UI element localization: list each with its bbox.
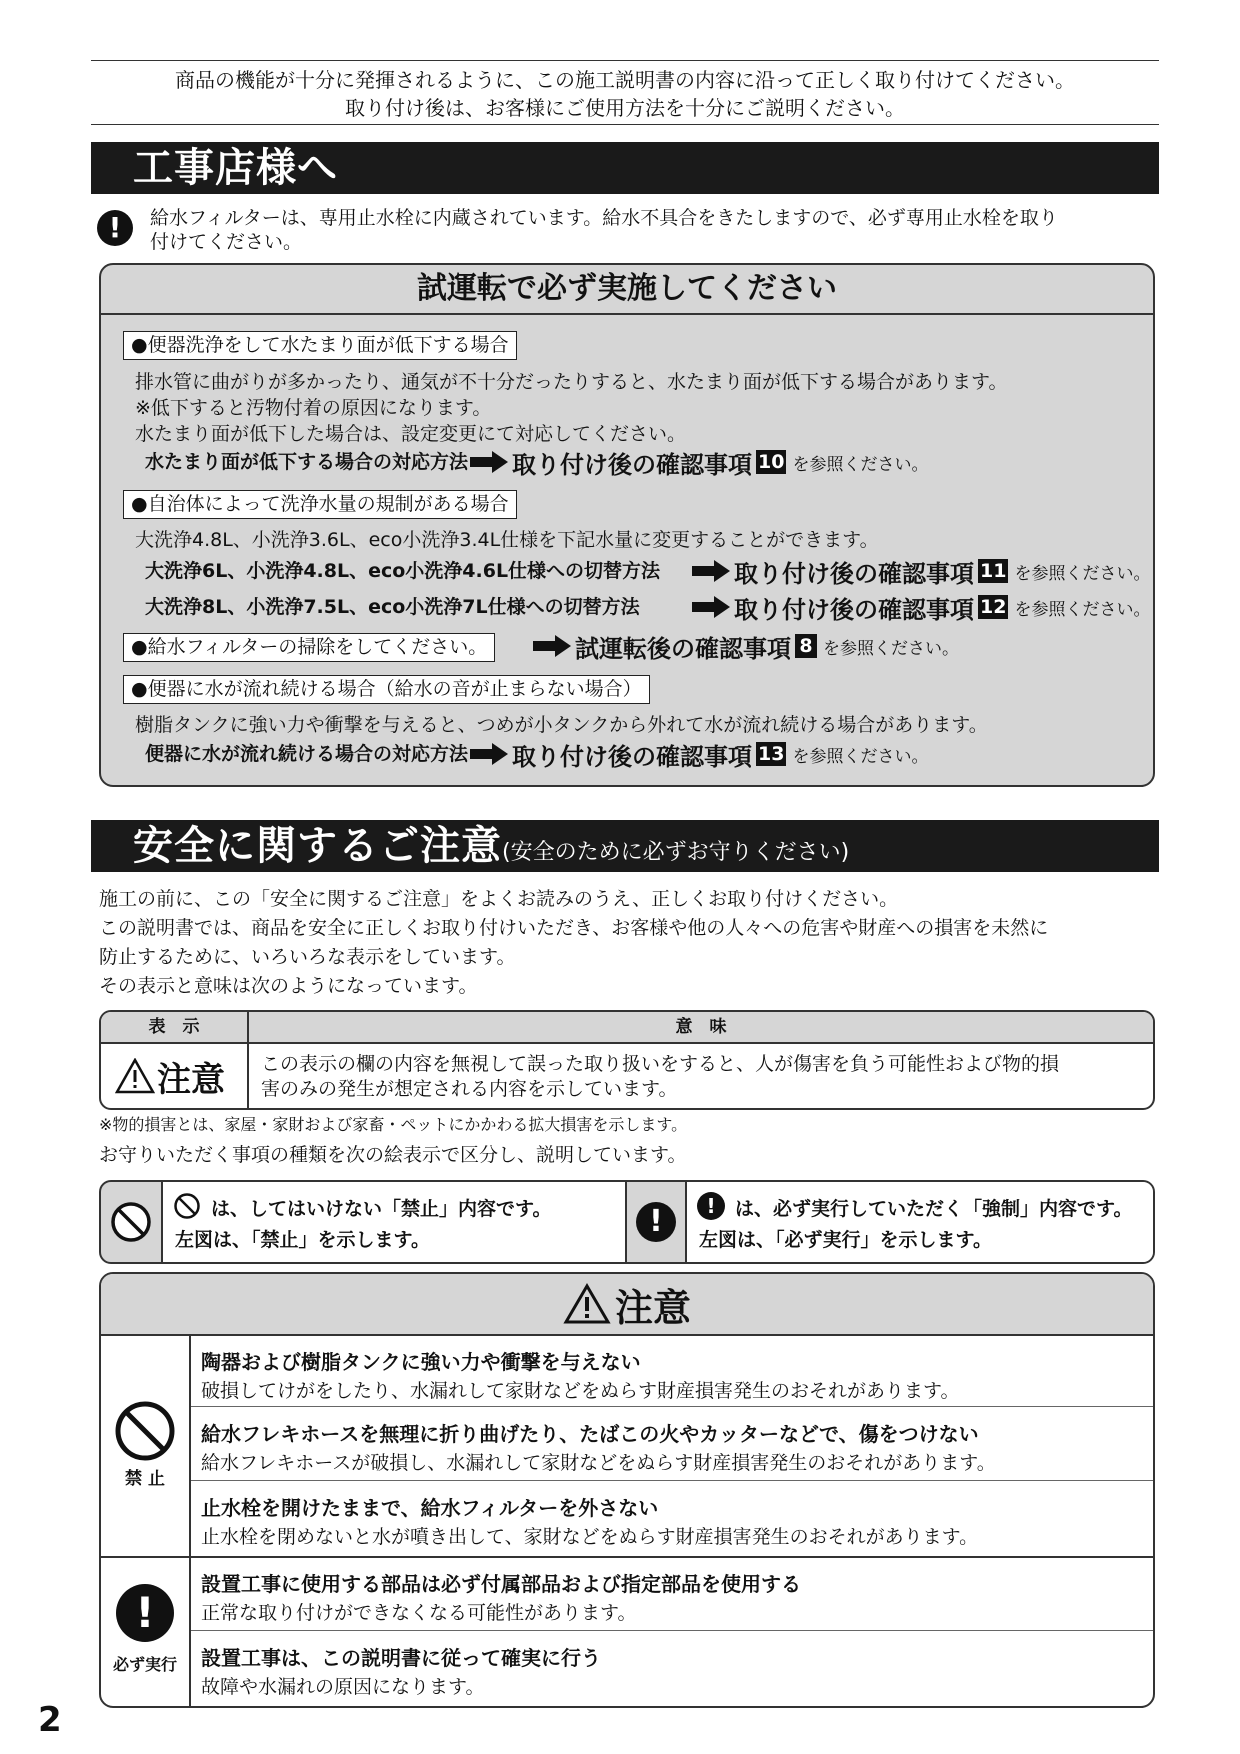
- divider: [191, 1630, 1153, 1631]
- pictogram-legend: [99, 1180, 1155, 1264]
- block4-ref-target: 取り付け後の確認事項: [512, 742, 753, 771]
- section-header-contractor: [91, 142, 1159, 194]
- block1-ref-suffix: を参照ください。: [792, 454, 929, 475]
- tag-water-regulation: ●自治体によって洗浄水量の規制がある場合: [123, 490, 517, 519]
- tag-continuous-flow: ●便器に水が流れ続ける場合（給水の音が止まらない場合）: [123, 675, 650, 704]
- prohibit-label: 禁 止: [125, 1469, 165, 1489]
- caution-header: [101, 1274, 1153, 1336]
- block2-reference-1: [145, 556, 1150, 586]
- block2-r1-label: 大洗浄6L、小洗浄4.8L、eco小洗浄4.6L仕様への切替方法: [145, 560, 661, 582]
- caution-item-body: 給水フレキホースが破損し、水漏れして家財などをぬらす財産損害発生のおそれがあります。: [201, 1452, 996, 1474]
- block2-r1-target: 取り付け後の確認事項: [734, 559, 974, 588]
- meaning-desc-2: 害のみの発生が想定される内容を示しています。: [261, 1078, 678, 1100]
- caution-item-title: 設置工事は、この説明書に従って確実に行う: [201, 1646, 601, 1670]
- block4-ref-number: 13: [758, 743, 785, 765]
- top-rule: [91, 60, 1159, 61]
- block4-reference: [145, 739, 928, 769]
- divider: [625, 1182, 627, 1262]
- block2-r2-target: 取り付け後の確認事項: [734, 595, 974, 624]
- col-header-meaning: 意 味: [675, 1017, 727, 1037]
- caution-item-title: 陶器および樹脂タンクに強い力や衝撃を与えない: [201, 1350, 641, 1374]
- block1-line-2: ※低下すると汚物付着の原因になります。: [135, 397, 492, 419]
- intro-line-1: 商品の機能が十分に発揮されるように、この施工説明書の内容に沿って正しく取り付けてください。: [175, 68, 1075, 92]
- block1-line-1: 排水管に曲がりが多かったり、通気が不十分だったりすると、水たまり面が低下する場合があります。: [135, 371, 1008, 393]
- mandatory-desc-1: は、必ず実行していただく「強制」内容です。: [735, 1198, 1133, 1220]
- page-number: 2: [38, 1700, 62, 1740]
- mandatory-label: 必ず実行: [112, 1655, 177, 1674]
- block2-reference-2: [145, 592, 1150, 622]
- block3-reference: [531, 631, 959, 661]
- mandatory-icon: !: [636, 1202, 676, 1242]
- section-header-safety: [91, 820, 1159, 872]
- trial-run-box: [99, 263, 1155, 787]
- exclamation-icon: !: [97, 210, 133, 246]
- block2-r2-label: 大洗浄8L、小洗浄7.5L、eco小洗浄7L仕様への切替方法: [145, 596, 640, 618]
- block1-ref-label: 水たまり面が低下する場合の対応方法: [145, 451, 469, 473]
- block4-ref-label: 便器に水が流れ続ける場合の対応方法: [145, 743, 469, 765]
- prohibited-icon: [114, 1400, 176, 1462]
- notice-line-1: 給水フィルターは、専用止水栓に内蔵されています。給水不具合をきたしますので、必ず専用止水栓を取り: [150, 207, 1058, 229]
- classify-text: お守りいただく事項の種類を次の絵表示で区分し、説明しています。: [99, 1144, 687, 1166]
- meaning-desc-1: この表示の欄の内容を無視して誤った取り扱いをすると、人が傷害を負う可能性および物的損: [261, 1053, 1060, 1075]
- block2-r1-suffix: を参照ください。: [1014, 563, 1151, 584]
- caution-item-title: 止水栓を開けたままで、給水フィルターを外さない: [201, 1496, 659, 1520]
- caution-box: [99, 1272, 1155, 1708]
- intro-rule: [91, 124, 1159, 125]
- tag-water-level-drop: ●便器洗浄をして水たまり面が低下する場合: [123, 331, 517, 360]
- safety-title: 安全に関するご注意: [133, 823, 502, 869]
- arrow-right-icon: [692, 560, 732, 582]
- caution-item-body: 破損してけがをしたり、水漏れして家財などをぬらす財産損害発生のおそれがあります。: [201, 1380, 960, 1402]
- section-title: [133, 820, 849, 879]
- block2-line-1: 大洗浄4.8L、小洗浄3.6L、eco小洗浄3.4L仕様を下記水量に変更することができます。: [135, 529, 879, 551]
- arrow-right-icon: [470, 451, 510, 473]
- warning-triangle-icon: [115, 1058, 155, 1094]
- warning-triangle-icon: [563, 1283, 611, 1325]
- prohibit-desc-1: は、してはいけない「禁止」内容です。: [211, 1198, 552, 1220]
- prohibited-small-icon: [173, 1192, 201, 1220]
- block1-ref-target: 取り付け後の確認事項: [512, 450, 753, 479]
- safety-paragraph-4: その表示と意味は次のようになっています。: [99, 975, 478, 997]
- intro-line-2: 取り付け後は、お客様にご使用方法を十分にご説明ください。: [345, 96, 905, 120]
- symbol-meaning-table: [99, 1010, 1155, 1110]
- divider: [101, 1556, 1153, 1558]
- safety-subtitle: (安全のために必ずお守りください): [502, 840, 850, 865]
- divider: [191, 1406, 1153, 1407]
- block3-target: 試運転後の確認事項: [575, 634, 791, 663]
- caution-item-title: 設置工事に使用する部品は必ず付属部品および指定部品を使用する: [201, 1572, 801, 1596]
- trial-run-title: 試運転で必ず実施してください: [101, 265, 1153, 315]
- safety-paragraph-3: 防止するために、いろいろな表示をしています。: [99, 946, 516, 968]
- caution-item-title: 給水フレキホースを無理に折り曲げたり、たばこの火やカッターなどで、傷をつけない: [201, 1422, 979, 1446]
- col-header-display: 表 示: [148, 1017, 200, 1037]
- caution-item-body: 故障や水漏れの原因になります。: [201, 1676, 485, 1698]
- mandatory-icon: !: [116, 1584, 174, 1642]
- block2-r1-number: 11: [980, 560, 1007, 582]
- block2-r2-number: 12: [980, 596, 1007, 618]
- prohibit-desc-2: 左図は、「禁止」を示します。: [175, 1229, 430, 1251]
- block4-line-1: 樹脂タンクに強い力や衝撃を与えると、つめが小タンクから外れて水が流れ続ける場合があります。: [135, 714, 988, 736]
- block3-number: 8: [795, 634, 817, 658]
- notice-line-2: 付けてください。: [150, 231, 303, 253]
- safety-paragraph-2: この説明書では、商品を安全に正しくお取り付けいただき、お客様や他の人々への危害や財産への損害を未然に: [99, 917, 1049, 939]
- caution-item-body: 止水栓を閉めないと水が噴き出して、家財などをぬらす財産損害発生のおそれがあります。: [201, 1526, 979, 1548]
- mandatory-small-icon: !: [697, 1192, 725, 1220]
- block1-reference: [145, 447, 928, 477]
- block1-ref-number: 10: [758, 451, 785, 473]
- arrow-right-icon: [692, 596, 732, 618]
- block4-ref-suffix: を参照ください。: [792, 746, 929, 767]
- arrow-right-icon: [470, 743, 510, 765]
- mandatory-desc-2: 左図は、「必ず実行」を示します。: [699, 1229, 992, 1251]
- caution-symbol: [115, 1054, 245, 1098]
- footnote: ※物的損害とは、家屋・家財および家畜・ペットにかかわる拡大損害を示します。: [99, 1115, 688, 1134]
- divider: [189, 1336, 191, 1706]
- block3-suffix: を参照ください。: [823, 638, 959, 659]
- safety-paragraph-1: 施工の前に、この「安全に関するご注意」をよくお読みのうえ、正しくお取り付けください。: [99, 888, 899, 910]
- arrow-right-icon: [533, 635, 573, 657]
- section-title: 工事店様へ: [133, 145, 338, 191]
- block1-line-3: 水たまり面が低下した場合は、設定変更にて対応してください。: [135, 423, 687, 445]
- caution-title: 注意: [614, 1285, 691, 1330]
- divider: [191, 1480, 1153, 1481]
- caution-item-body: 正常な取り付けができなくなる可能性があります。: [201, 1602, 637, 1624]
- block2-r2-suffix: を参照ください。: [1014, 599, 1151, 620]
- prohibited-icon: [110, 1201, 152, 1243]
- caution-label: 注意: [157, 1059, 225, 1100]
- tag-filter-cleaning: ●給水フィルターの掃除をしてください。: [123, 633, 495, 662]
